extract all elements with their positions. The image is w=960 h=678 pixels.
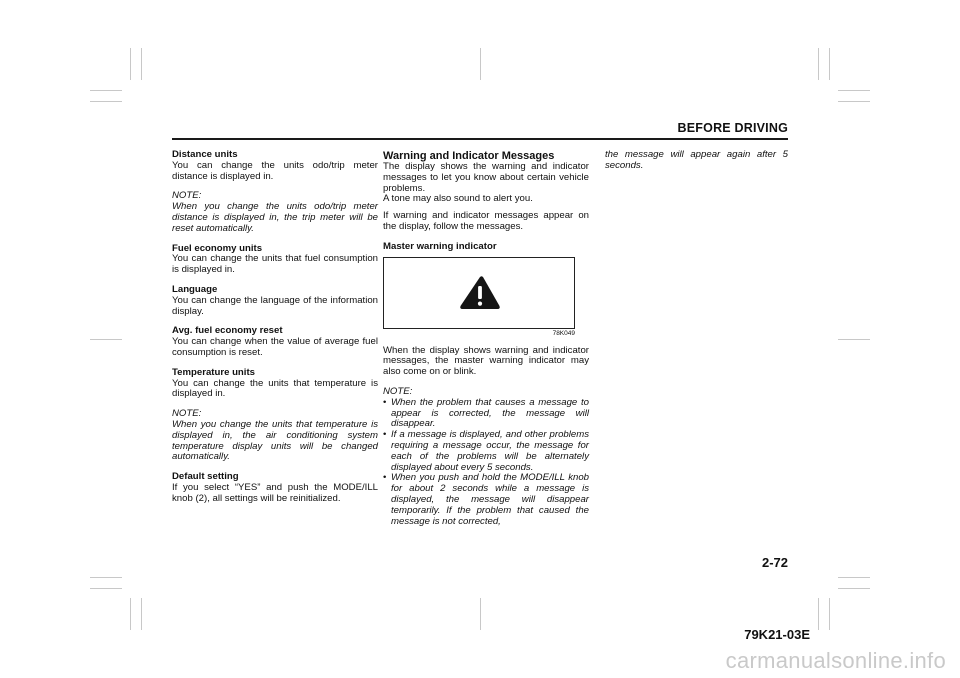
crop-mark (130, 48, 131, 80)
crop-mark (90, 588, 122, 589)
middle-column (383, 150, 589, 527)
watermark-link[interactable]: carmanualsonline.info (725, 648, 946, 673)
note-block (172, 409, 378, 463)
distance-units-block (172, 150, 378, 182)
crop-mark (829, 48, 830, 80)
master-warning-heading-text: Master warning indicator (383, 240, 497, 252)
note-text: When you change the units odo/trip meter distance is displayed in, the trip meter will be reset automatically. (172, 201, 378, 234)
crop-mark (90, 577, 122, 578)
language-text: You can change the language of the information display. (172, 294, 378, 317)
language-block (172, 285, 378, 317)
language-heading: Language (172, 283, 218, 295)
avg-fuel-reset-heading: Avg. fuel economy reset (172, 325, 283, 337)
distance-units-heading: Distance units (172, 149, 238, 160)
crop-mark (480, 48, 481, 80)
page-number: 2-72 (761, 555, 788, 570)
crop-mark (90, 90, 122, 91)
crop-mark (838, 577, 870, 578)
crop-mark (130, 598, 131, 630)
note-list (383, 398, 589, 528)
crop-mark (838, 588, 870, 589)
list-item: • When the problem that causes a message to appear is corrected, the message will disappear. (383, 398, 589, 430)
list-item: • If a message is displayed, and other problems requiring a message occur, the message for each of the problems will be alternately displayed about every 5 seconds. (383, 430, 589, 473)
fuel-economy-units-text: You can change the units that fuel consumption is displayed in. (172, 253, 378, 276)
note-label: NOTE: (383, 385, 413, 397)
continuation-text: the message will appear again after 5 seconds. (605, 149, 788, 171)
crop-mark (838, 90, 870, 91)
crop-mark (480, 598, 481, 630)
warning-intro-text: The display shows the warning and indicator messages to let you know about certain vehicle problems. (383, 161, 589, 194)
left-column (172, 150, 378, 514)
fuel-economy-units-heading: Fuel economy units (172, 242, 263, 254)
crop-mark (838, 101, 870, 102)
master-warning-text: When the display shows warning and indicator messages, the master warning indicator may also come on or blink. (383, 344, 589, 378)
warning-triangle-icon (459, 275, 501, 311)
page-section-title: BEFORE DRIVING (677, 121, 788, 135)
note-label: NOTE: (172, 408, 202, 420)
right-column (605, 150, 788, 181)
warning-follow-text: If warning and indicator messages appear on the display, follow the messages. (383, 210, 589, 232)
figure-code: 78K049 (552, 329, 575, 337)
crop-mark (829, 598, 830, 630)
note-block (172, 191, 378, 234)
crop-mark (818, 48, 819, 80)
warning-intro-block (383, 150, 589, 205)
temperature-units-heading: Temperature units (172, 366, 255, 378)
default-setting-heading: Default setting (172, 471, 239, 483)
temperature-units-text: You can change the units that temperature is displayed in. (172, 377, 378, 400)
crop-mark (141, 48, 142, 80)
crop-mark (90, 339, 122, 340)
list-item: • When you push and hold the MODE/ILL knob for about 2 seconds while a message is displayed, the message will disappear temporarily. If the problem that caused the message is not corrected, (383, 473, 589, 527)
master-warning-heading (383, 242, 589, 253)
avg-fuel-reset-text: You can change when the value of average fuel consumption is reset. (172, 336, 378, 358)
crop-mark (818, 598, 819, 630)
section-heading: Warning and Indicator Messages (383, 150, 555, 162)
avg-fuel-reset-block (172, 326, 378, 358)
document-code: 79K21-03E (744, 627, 810, 642)
default-setting-text: If you select “YES” and push the MODE/ILL knob (2), all settings will be reinitialized. (172, 481, 378, 504)
crop-mark (90, 101, 122, 102)
distance-units-text: You can change the units odo/trip meter distance is displayed in. (172, 159, 378, 182)
header-divider (172, 138, 788, 140)
temperature-units-block (172, 368, 378, 400)
warning-intro-text: A tone may also sound to alert you. (383, 193, 533, 205)
fuel-economy-units-block (172, 244, 378, 276)
crop-mark (838, 339, 870, 340)
default-setting-block (172, 472, 378, 504)
note-label: NOTE: (172, 190, 202, 202)
crop-mark (141, 598, 142, 630)
master-warning-figure (383, 257, 575, 329)
note-text: When you change the units that temperature is displayed in, the air conditioning system temperature display units will be changed automatically. (172, 418, 378, 463)
